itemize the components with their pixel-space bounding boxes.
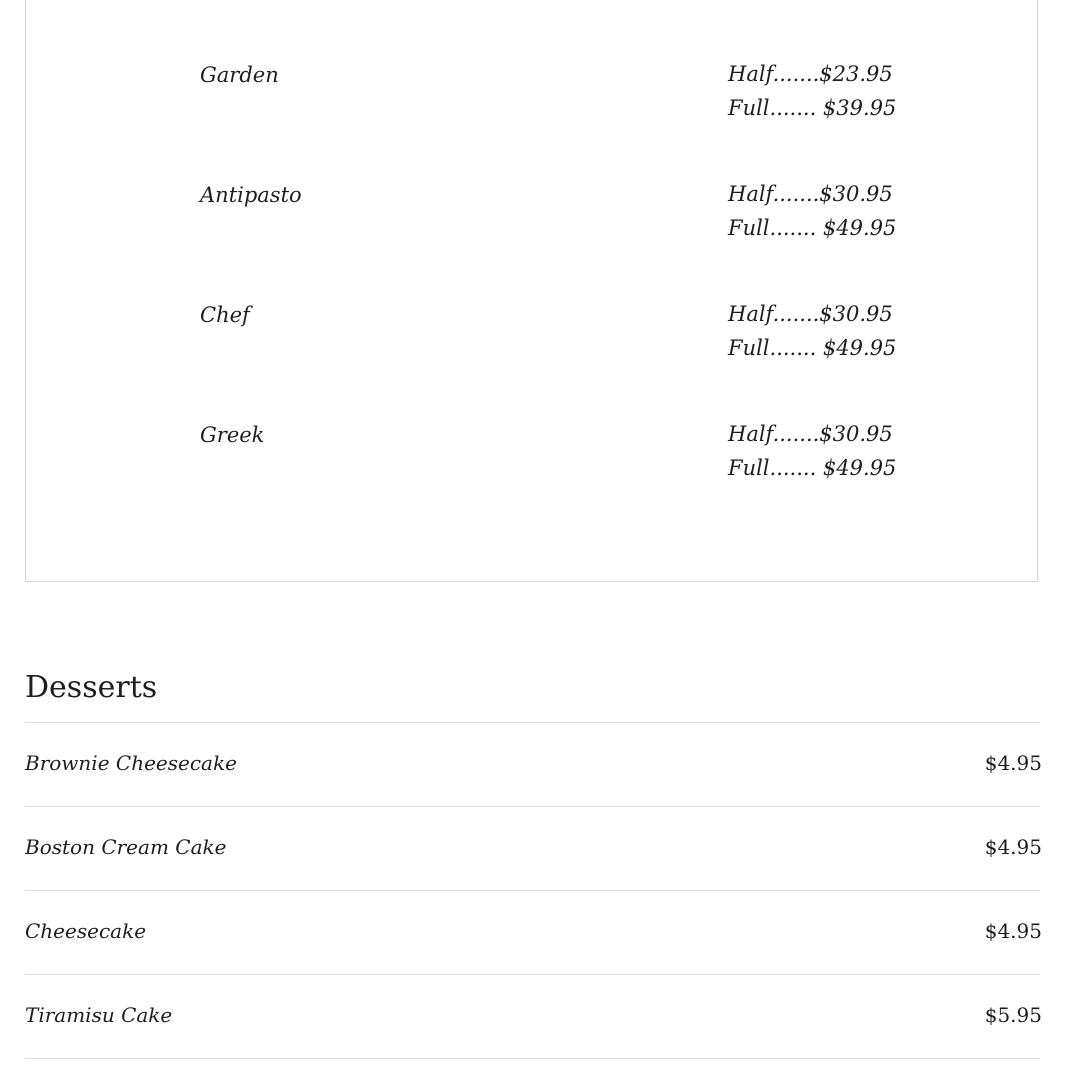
salad-row-garden (26, 57, 1037, 137)
dessert-item (25, 806, 1040, 890)
salad-price-half: Half.......$23.95 (728, 62, 893, 86)
salad-name: Garden (200, 63, 279, 87)
dessert-price: $4.95 (984, 835, 1042, 859)
salad-prices (728, 57, 896, 125)
salad-price-full: Full....... $39.95 (728, 96, 897, 120)
dessert-name: Brownie Cheesecake (25, 751, 237, 775)
salad-name: Chef (200, 303, 250, 327)
salad-price-half: Half.......$30.95 (728, 182, 893, 206)
salad-price-half: Half.......$30.95 (728, 302, 893, 326)
dessert-name: Cheesecake (25, 919, 147, 943)
salad-prices (728, 177, 896, 245)
salad-name: Greek (200, 423, 265, 447)
dessert-item (25, 890, 1040, 974)
dessert-name: Tiramisu Cake (25, 1003, 173, 1027)
salad-row-antipasto (26, 177, 1037, 257)
salad-prices (728, 417, 896, 485)
salad-name: Antipasto (200, 183, 302, 207)
salad-price-full: Full....... $49.95 (728, 456, 897, 480)
salad-menu-box (25, 0, 1038, 582)
dessert-price: $4.95 (984, 919, 1042, 943)
salad-row-chef (26, 297, 1037, 377)
salad-price-half: Half.......$30.95 (728, 422, 893, 446)
desserts-heading: Desserts (25, 670, 158, 705)
salad-row-greek (26, 417, 1037, 497)
dessert-item (25, 722, 1040, 806)
dessert-name: Boston Cream Cake (25, 835, 227, 859)
salad-prices (728, 297, 896, 365)
dessert-price: $4.95 (984, 751, 1042, 775)
dessert-list (25, 722, 1040, 1059)
dessert-price: $5.95 (984, 1003, 1042, 1027)
salad-price-full: Full....... $49.95 (728, 216, 897, 240)
dessert-item (25, 974, 1040, 1059)
salad-price-full: Full....... $49.95 (728, 336, 897, 360)
